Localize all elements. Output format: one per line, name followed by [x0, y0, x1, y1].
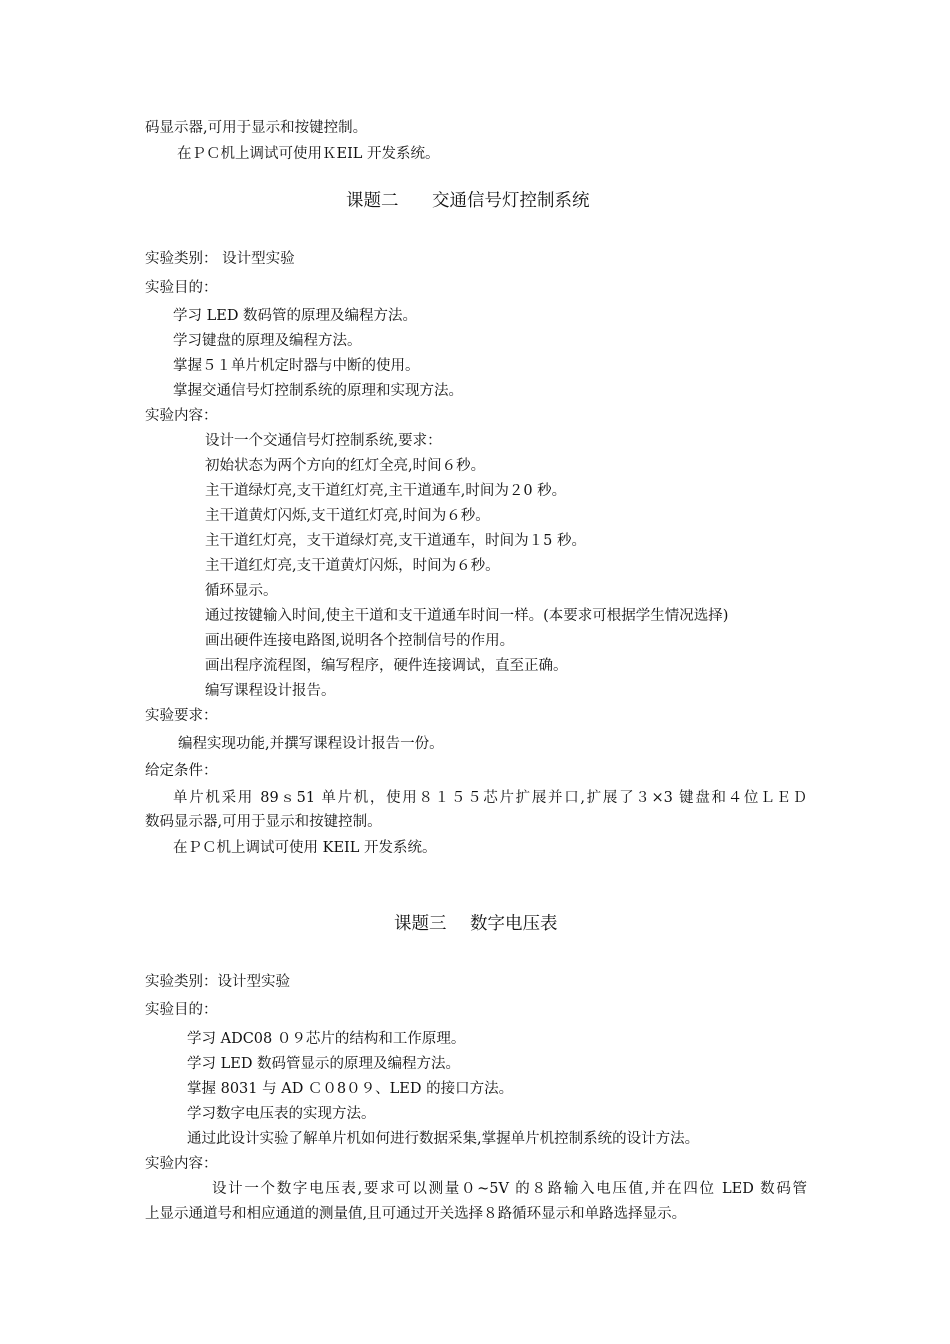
- topic3-category: 实验类别：设计型实验: [145, 974, 290, 990]
- topic2-req-label: 实验要求：: [145, 708, 218, 724]
- topic3-title-name: 数字电压表: [470, 914, 558, 934]
- topic3-purpose-4: 学习数字电压表的实现方法。: [187, 1106, 376, 1122]
- topic3-purpose-5: 通过此设计实验了解单片机如何进行数据采集,掌握单片机控制系统的设计方法。: [187, 1131, 700, 1147]
- topic2-content-1: 设计一个交通信号灯控制系统,要求：: [205, 433, 442, 449]
- topic2-purpose-3: 掌握５１单片机定时器与中断的使用。: [173, 358, 420, 374]
- topic2-content-3: 主干道绿灯亮,支干道红灯亮,主干道通车,时间为２0 秒。: [205, 483, 567, 499]
- topic2-requirement: 编程实现功能,并撰写课程设计报告一份。: [178, 736, 444, 752]
- topic2-content-2: 初始状态为两个方向的红灯全亮,时间６秒。: [205, 458, 486, 474]
- top-line-2: 在ＰＣ机上调试可使用ＫEIL 开发系统。: [177, 146, 440, 162]
- topic2-title-name: 交通信号灯控制系统: [432, 191, 590, 211]
- topic3-purpose-1: 学习 ADC08 ０９芯片的结构和工作原理。: [187, 1031, 466, 1047]
- top-line-1: 码显示器,可用于显示和按键控制。: [145, 120, 368, 136]
- topic2-content-7: 循环显示。: [205, 583, 278, 599]
- topic2-content-label: 实验内容：: [145, 408, 218, 424]
- topic3-purpose-2: 学习 LED 数码管显示的原理及编程方法。: [187, 1056, 461, 1072]
- topic3-purpose-3: 掌握 8031 与 AD Ｃ０8０９、LED 的接口方法。: [187, 1081, 514, 1097]
- topic2-cond-line-3: 在ＰＣ机上调试可使用 KEIL 开发系统。: [173, 840, 437, 856]
- topic2-content-4: 主干道黄灯闪烁,支干道红灯亮,时间为６秒。: [205, 508, 490, 524]
- topic2-purpose-1: 学习 LED 数码管的原理及编程方法。: [173, 308, 418, 324]
- topic2-content-10: 画出程序流程图，编写程序，硬件连接调试，直至正确。: [205, 658, 568, 674]
- topic2-content-5: 主干道红灯亮，支干道绿灯亮,支干道通车，时间为１5 秒。: [205, 533, 586, 549]
- topic2-title-no: 课题二: [346, 191, 399, 211]
- topic2-content-9: 画出硬件连接电路图,说明各个控制信号的作用。: [205, 633, 515, 649]
- topic2-cond-line-2: 数码显示器,可用于显示和按键控制。: [145, 814, 382, 830]
- topic2-cond-label: 给定条件：: [145, 763, 218, 779]
- topic3-purpose-label: 实验目的：: [145, 1002, 218, 1018]
- topic2-purpose-4: 掌握交通信号灯控制系统的原理和实现方法。: [173, 383, 463, 399]
- topic2-cond-line-1: 单片机采用 89ｓ51 单片机，使用８１５５芯片扩展并口,扩展了３×3 键盘和４位ＬＥＤ: [173, 790, 807, 806]
- topic2-purpose-2: 学习键盘的原理及编程方法。: [173, 333, 362, 349]
- topic3-content-label: 实验内容：: [145, 1156, 218, 1172]
- topic2-content-11: 编写课程设计报告。: [205, 683, 336, 699]
- topic2-purpose-label: 实验目的：: [145, 280, 218, 296]
- topic3-content-line-2: 上显示通道号和相应通道的测量值,且可通过开关选择８路循环显示和单路选择显示。: [145, 1206, 687, 1222]
- topic2-content-8: 通过按键输入时间,使主干道和支干道通车时间一样。(本要求可根据学生情况选择): [205, 608, 729, 624]
- topic3-title-no: 课题三: [394, 914, 447, 934]
- topic2-category: 实验类别： 设计型实验: [145, 251, 295, 267]
- topic3-content-line-1: 设计一个数字电压表,要求可以测量０~5V 的８路输入电压值,并在四位 LED 数码管: [212, 1181, 807, 1197]
- topic2-content-6: 主干道红灯亮,支干道黄灯闪烁，时间为６秒。: [205, 558, 500, 574]
